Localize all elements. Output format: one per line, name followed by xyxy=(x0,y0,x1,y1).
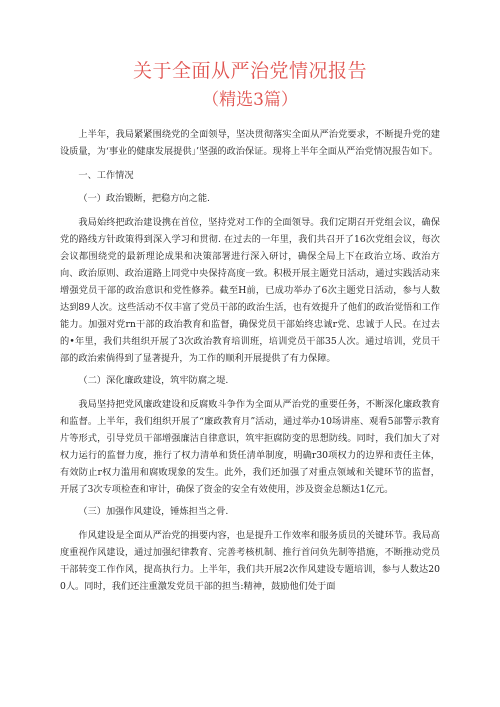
section-heading-work-status: 一、工作情况 xyxy=(78,170,134,181)
subsection-heading-political: （一）政治锻断，把稳方向之能. xyxy=(78,193,210,204)
intro-paragraph: 上半年，我局紧紧围绕党的全面领导，坚决贯彻落实全面从严治党要求，不断提升党的建设质量，为‘事业的健康发展提供」’坚强的政治保证。现将上半年全面从严治党情况报告如下。 xyxy=(60,129,440,157)
paragraph-political: 我局始终把政治建设携在首位，坚持党对工作的全面领导。我们定期召开党组会议，确保党的路线方针政策得到深入学习和贯彻. 在过去的一年里，我们共召开了16次党组会议，每次会议都围绕党的最新理论成果和决策部署进行深入研讨，确保全局上下在政治立场、政治方向、政治原则、政治道路上同党中央保持高度一致。积极开展主题党日活动，通过实践活动来增强党员干部的政治意识和党性修养。截至H前，已成功举办了6次主题党日活动，参与人数达到89人次。这些活动不仅丰富了党员干部的政治生活，也有效提升了他们的政治觉悟和工作能力。加强对党rn干部的政治教育和监督，确保党员干部始终忠诚r党、忠诚于人民。在过去的•年里，我们共组织开展了3次政治教育培训班，培训党员干部35人次。通过培训，党员干部的政治索倘得到了显著提升，为工作的顺利开展提供了有力保障。 xyxy=(60,217,440,364)
subsection-heading-work-style: （三）加强作风建设，锤炼担当之骨. xyxy=(78,506,229,517)
subsection-heading-integrity: （二）深化廉政建设，筑牢防腐之堤. xyxy=(78,375,229,386)
document-subtitle: （精选3篇） xyxy=(202,90,298,110)
document-title: 关于全面从严治党情况报告 xyxy=(132,60,367,82)
paragraph-integrity: 我局坚持把党风廉政建设和反腐败斗争作为全面从严治党的重要任务，不断深化廉政教育和监督。上半年，我们组织开展了“廉政教育月”活动，通过举办10场讲座、观看5部警示教育片等形式，引导党员干部增强廉洁自律意识，筑牢拒腐防变的思想防线。同时，我们加大了对权力运行的监督力度，推行了权力清单和货任清单制度，明确r30项权力的边界和责任主体，有效防止r权力滥用和腐败现象的发生。此外，我们还加强了对重点领域和关键环节的监督，开展了3次专项检查和审计，确保了资金的安全有效使用，涉及资金总额达1亿元。 xyxy=(60,399,440,495)
paragraph-work-style: 作风建设是全面从严治党的揖要内容，也是提升工作效率和服务质员的关键环节。我局高度重视作风建设，通过加强纪律教育、完善考核机制、推行首问负先制等措施，不断推动党员干部转变工作作风，提高执行力。上半年，我们共开展2次作风建设专题培训，参与人数达200人。同时，我们还注重激发党员干部的担当:精神，鼓励他们处于面 xyxy=(60,530,440,592)
